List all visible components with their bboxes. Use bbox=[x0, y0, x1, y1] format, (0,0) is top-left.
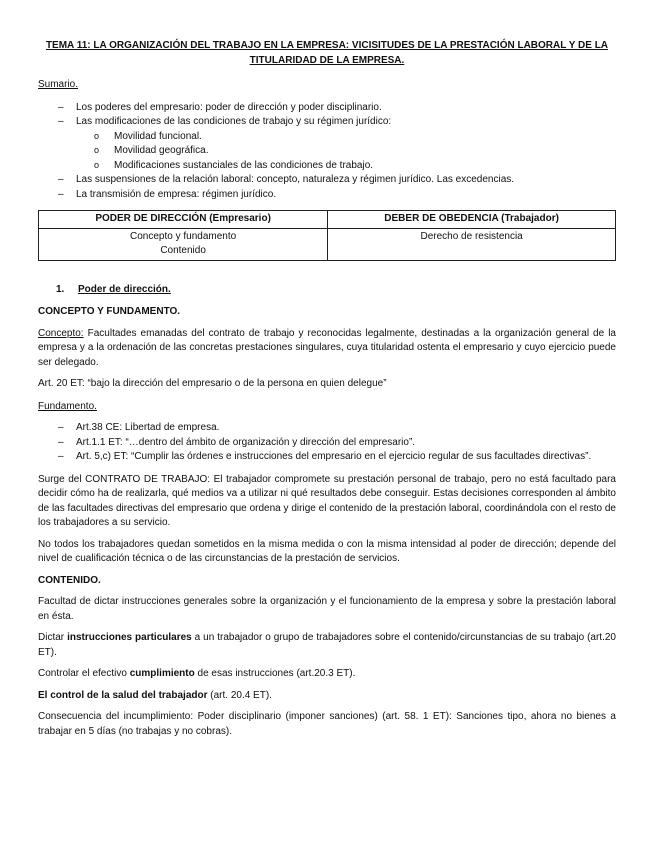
list-item bbox=[38, 115, 616, 173]
sublist-item: o Movilidad funcional. bbox=[76, 130, 616, 145]
sublist-item: o Movilidad geográfica. bbox=[76, 144, 616, 159]
concepto-paragraph bbox=[38, 327, 616, 371]
contenido-paragraph-1: Facultad de dictar instrucciones generales sobre la organización y el funcionamiento de la empresa y sobre la prestación laboral en ésta. bbox=[38, 596, 616, 622]
sumario-list bbox=[38, 101, 616, 203]
text-span: (art. 20.4 ET). bbox=[207, 689, 272, 701]
text-span: a un trabajador o grupo de trabajadores sobre el contenido/circunstancias de su trabajo (art.20 ET). bbox=[38, 632, 616, 658]
table-cell-right bbox=[328, 228, 616, 260]
list-item: – Art. 5,c) ET: “Cumplir las órdenes e instrucciones del empresario en el ejercicio regular de sus facultades directivas”. bbox=[38, 450, 616, 465]
contenido-heading: CONTENIDO. bbox=[38, 574, 101, 586]
text-span: de esas instrucciones (art.20.3 ET). bbox=[194, 668, 356, 679]
contenido-paragraph-3 bbox=[38, 667, 616, 682]
list-item-text: Las modificaciones de las condiciones de trabajo y su régimen jurídico: bbox=[76, 116, 392, 127]
table-cell-text: Contenido bbox=[160, 245, 206, 256]
bold-span: El control de la salud del trabajador bbox=[38, 689, 208, 701]
sumario-heading: Sumario. bbox=[38, 79, 79, 90]
section-number: 1. bbox=[56, 283, 65, 295]
table-cell-text: Concepto y fundamento bbox=[130, 230, 237, 242]
concepto-label: Concepto: bbox=[38, 327, 84, 339]
text-span: Controlar el efectivo bbox=[38, 668, 130, 679]
section-heading bbox=[38, 283, 616, 298]
table-cell-left bbox=[39, 228, 328, 260]
contenido-paragraph-2 bbox=[38, 631, 616, 660]
list-item: – Los poderes del empresario: poder de dirección y poder disciplinario. bbox=[38, 101, 616, 116]
document-page bbox=[38, 38, 616, 746]
sublist-item: o Modificaciones sustanciales de las condiciones de trabajo. bbox=[76, 159, 616, 174]
list-item: – Art.38 CE: Libertad de empresa. bbox=[38, 421, 616, 436]
table-header-right: DEBER DE OBEDENCIA (Trabajador) bbox=[328, 211, 616, 229]
fundamento-list bbox=[38, 421, 616, 465]
concepto-text: Facultades emanadas del contrato de trabajo y reconocidas legalmente, destinadas a la organización general de la empresa y a la ordenación de las concretas prestaciones singulares, cuya titularidad ostenta el empresario y cuyo ejercicio puede ser delegado. bbox=[38, 327, 616, 368]
document-title: TEMA 11: LA ORGANIZACIÓN DEL TRABAJO EN LA EMPRESA: VICISITUDES DE LA PRESTACIÓN LABORAL Y DE LA TITULARIDAD DE LA EMPRESA. bbox=[45, 40, 609, 66]
list-item: – La transmisión de empresa: régimen jurídico. bbox=[38, 188, 616, 203]
table-cell-text: Derecho de resistencia bbox=[420, 230, 523, 242]
table-header-left: PODER DE DIRECCIÓN (Empresario) bbox=[39, 211, 328, 229]
contenido-paragraph-4 bbox=[38, 689, 616, 704]
section-title: Poder de dirección. bbox=[78, 283, 171, 295]
text-span: Dictar bbox=[38, 632, 68, 643]
bold-span: instrucciones particulares bbox=[67, 632, 192, 643]
sumario-sublist bbox=[76, 130, 616, 174]
list-item: – Las suspensiones de la relación laboral: concepto, naturaleza y régimen jurídico. Las excedencias. bbox=[38, 173, 616, 188]
fundamento-paragraph-1: Surge del CONTRATO DE TRABAJO: El trabajador compromete su prestación personal de trabajo, pero no está facultado para decidir cómo ha de realizarla, qué medios va a utilizar ni qué resultados debe conseguir. Estas decisiones corresponden al ámbito de las facultades directivas del empresario que ordena y dirige el contenido de la prestación laboral, coordinándola con el resto de los trabajadores a su servicio. bbox=[38, 473, 616, 528]
contenido-paragraph-5: Consecuencia del incumplimiento: Poder disciplinario (imponer sanciones) (art. 58. 1 ET): Sanciones tipo, ahora no bienes a trabajar en 5 días (no trabajas y no cobras). bbox=[38, 711, 616, 737]
bold-span: cumplimiento bbox=[129, 668, 195, 679]
fundamento-heading: Fundamento. bbox=[38, 400, 97, 412]
art20-quote: Art. 20 ET: “bajo la dirección del empresario o de la persona en quien delegue” bbox=[38, 378, 387, 389]
concepto-heading: CONCEPTO Y FUNDAMENTO. bbox=[38, 306, 181, 317]
fundamento-paragraph-2: No todos los trabajadores quedan sometidos en la misma medida o con la misma intensidad al poder de dirección; depende del nivel de cualificación técnica o de las circunstancias de la prestación de servicios. bbox=[38, 538, 616, 564]
summary-table bbox=[38, 210, 616, 261]
list-item: – Art.1.1 ET: “…dentro del ámbito de organización y dirección del empresario”. bbox=[38, 436, 616, 451]
